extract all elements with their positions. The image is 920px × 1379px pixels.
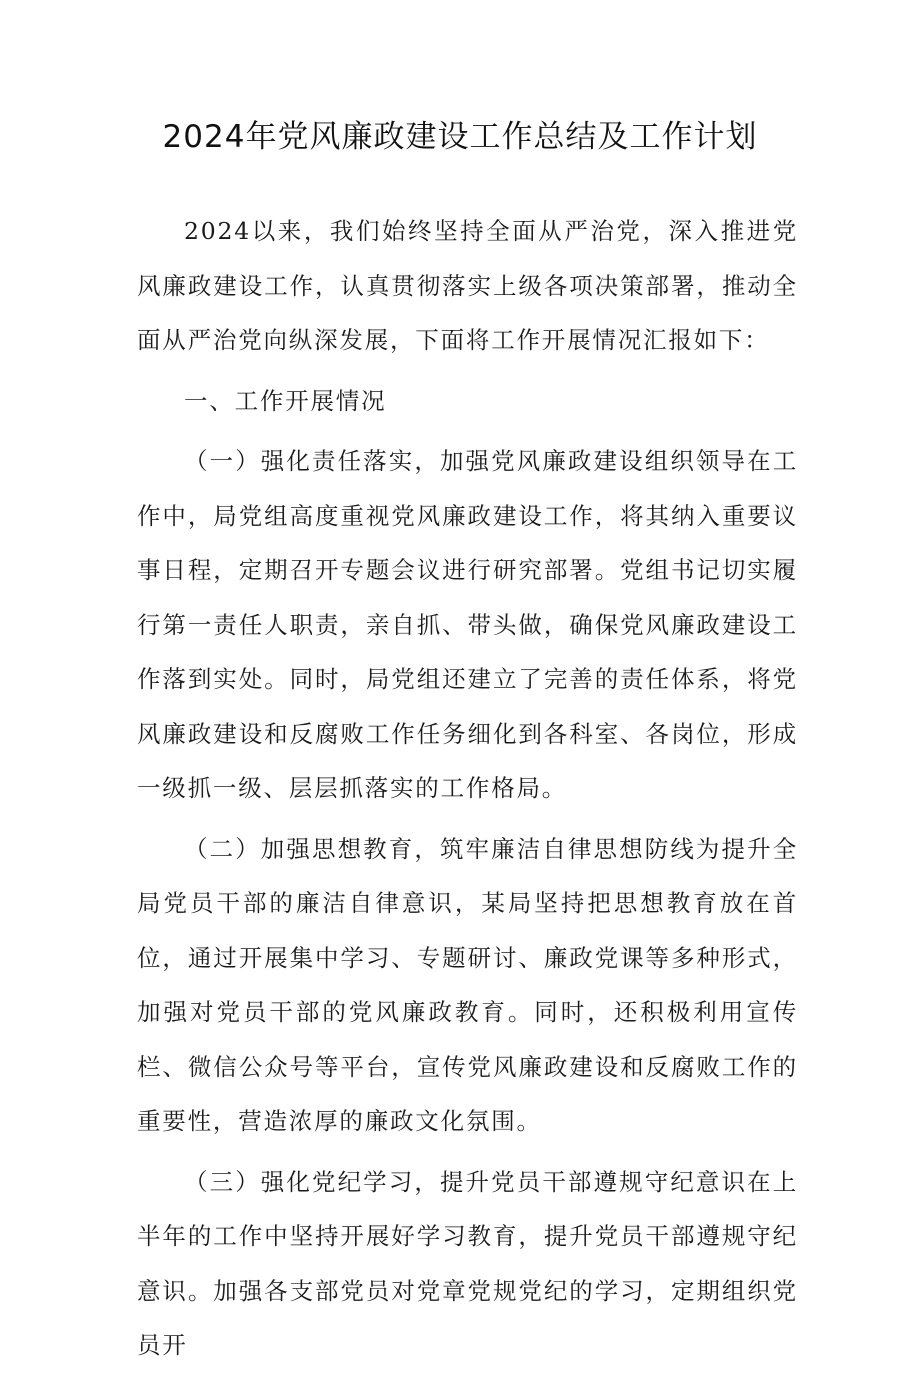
intro-paragraph: 2024以来，我们始终坚持全面从严治党，深入推进党风廉政建设工作，认真贯彻落实上级各项决策部署，推动全面从严治党向纵深发展，下面将工作开展情况汇报如下： <box>137 217 798 354</box>
document-body <box>137 204 798 1379</box>
document-title: 2024年党风廉政建设工作总结及工作计划 <box>162 119 758 155</box>
section-heading: 一、工作开展情况 <box>184 386 387 415</box>
paragraph-education: （二）加强思想教育，筑牢廉洁自律思想防线为提升全局党员干部的廉洁自律意识，某局坚持把思想教育放在首位，通过开展集中学习、专题研讨、廉政党课等多种形式，加强对党员干部的党风廉政教育。同时，还积极利用宣传栏、微信公众号等平台，宣传党风廉政建设和反腐败工作的重要性，营造浓厚的廉政文化氛围。 <box>137 834 798 1135</box>
paragraph-responsibility: （一）强化责任落实，加强党风廉政建设组织领导在工作中，局党组高度重视党风廉政建设工作，将其纳入重要议事日程，定期召开专题会议进行研究部署。党组书记切实履行第一责任人职责，亲自抓、带头做，确保党风廉政建设工作落到实处。同时，局党组还建立了完善的责任体系，将党风廉政建设和反腐败工作任务细化到各科室、各岗位，形成一级抓一级、层层抓落实的工作格局。 <box>137 447 798 802</box>
paragraph-discipline: （三）强化党纪学习，提升党员干部遵规守纪意识在上半年的工作中坚持开展好学习教育，提升党员干部遵规守纪意识。加强各支部党员对党章党规党纪的学习，定期组织党员开 <box>137 1167 798 1359</box>
